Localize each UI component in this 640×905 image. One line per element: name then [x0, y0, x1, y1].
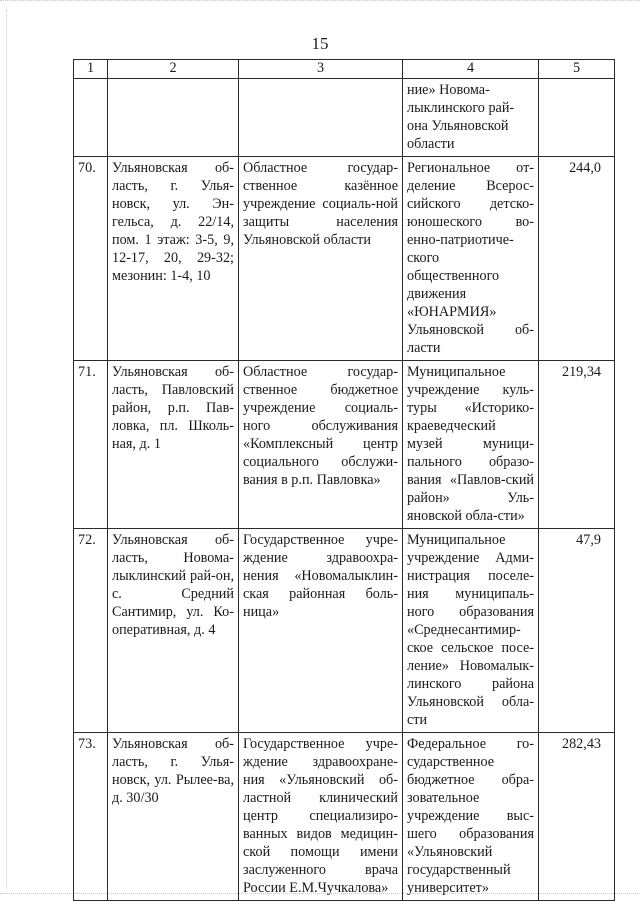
column-header-3: 3: [239, 60, 403, 79]
recipient-cell: Федеральное го-сударственное бюджетное обра-зовательное учреждение выс-шего образования «Ульяновский государственный университет»: [403, 733, 539, 901]
row-number: 70.: [74, 157, 108, 361]
area-cell: 219,34: [539, 361, 615, 529]
current-holder-cell: Областное государ-ственное казённое учреждение социаль-ной защиты населения Ульяновской области: [239, 157, 403, 361]
area-cell: 282,43: [539, 733, 615, 901]
recipient-cell: Муниципальное учреждение Адми-нистрация поселе-ния муниципаль-ного образования «Среднесантимир-ское сельское посе-ление» Новомалык-линского района Ульяновской обла-сти: [403, 529, 539, 733]
table-row: [74, 361, 615, 529]
area-cell: 244,0: [539, 157, 615, 361]
row-number: 71.: [74, 361, 108, 529]
continuation-row: [74, 79, 615, 157]
table-row: [74, 157, 615, 361]
recipient-cell: Региональное от-деление Всерос-сийского детско-юношеского во-енно-патриотиче-ского общественного движения «ЮНАРМИЯ» Ульяновской об-ласти: [403, 157, 539, 361]
address-cell: Ульяновская об-ласть, Новома-лыклинский рай-он, с. Средний Сантимир, ул. Ко-оперативная, д. 4: [108, 529, 239, 733]
row-number: 73.: [74, 733, 108, 901]
row-number: 72.: [74, 529, 108, 733]
address-cell: Ульяновская об-ласть, Павловский район, р.п. Пав-ловка, пл. Школь-ная, д. 1: [108, 361, 239, 529]
column-header-4: 4: [403, 60, 539, 79]
property-transfer-table: [73, 59, 615, 901]
area-cell: 47,9: [539, 529, 615, 733]
column-header-1: 1: [74, 60, 108, 79]
address-cell: Ульяновская об-ласть, г. Улья-новск, ул. Рылее-ва, д. 30/30: [108, 733, 239, 901]
address-cell: Ульяновская об-ласть, г. Улья-новск, ул. Эн-гельса, д. 22/14, пом. 1 этаж: 3-5, 9, 12-17, 20, 29-32; мезонин: 1-4, 10: [108, 157, 239, 361]
current-holder-cell: Государственное учре-ждение здравоохране-ния «Ульяновский об-ластной клинический центр специализиро-ванных видов медицин-ской помощи имени заслуженного врача России Е.М.Чучкалова»: [239, 733, 403, 901]
column-header-2: 2: [108, 60, 239, 79]
continuation-address-cell: [108, 79, 239, 157]
column-number-header-row: [74, 60, 615, 79]
continuation-holder-cell: [239, 79, 403, 157]
page-number: 15: [311, 34, 329, 53]
current-holder-cell: Государственное учре-ждение здравоохра-нения «Новомалыклин-ская районная боль-ница»: [239, 529, 403, 733]
scan-edge-left: [6, 10, 7, 890]
scan-edge-top: [0, 0, 640, 9]
column-header-5: 5: [539, 60, 615, 79]
continuation-area-cell: [539, 79, 615, 157]
current-holder-cell: Областное государ-ственное бюджетное учреждение социаль-ного обслуживания «Комплексный центр социального обслужи-вания в р.п. Павловка»: [239, 361, 403, 529]
continuation-num-cell: [74, 79, 108, 157]
table-row: [74, 733, 615, 901]
continuation-recipient-cell: ние» Новома- лыклинского рай- она Ульяновской области: [403, 79, 539, 157]
table-row: [74, 529, 615, 733]
recipient-cell: Муниципальное учреждение куль-туры «Историко-краеведческий музей муници-пального образо-вания «Павлов-ский район» Уль-яновской обла-сти»: [403, 361, 539, 529]
